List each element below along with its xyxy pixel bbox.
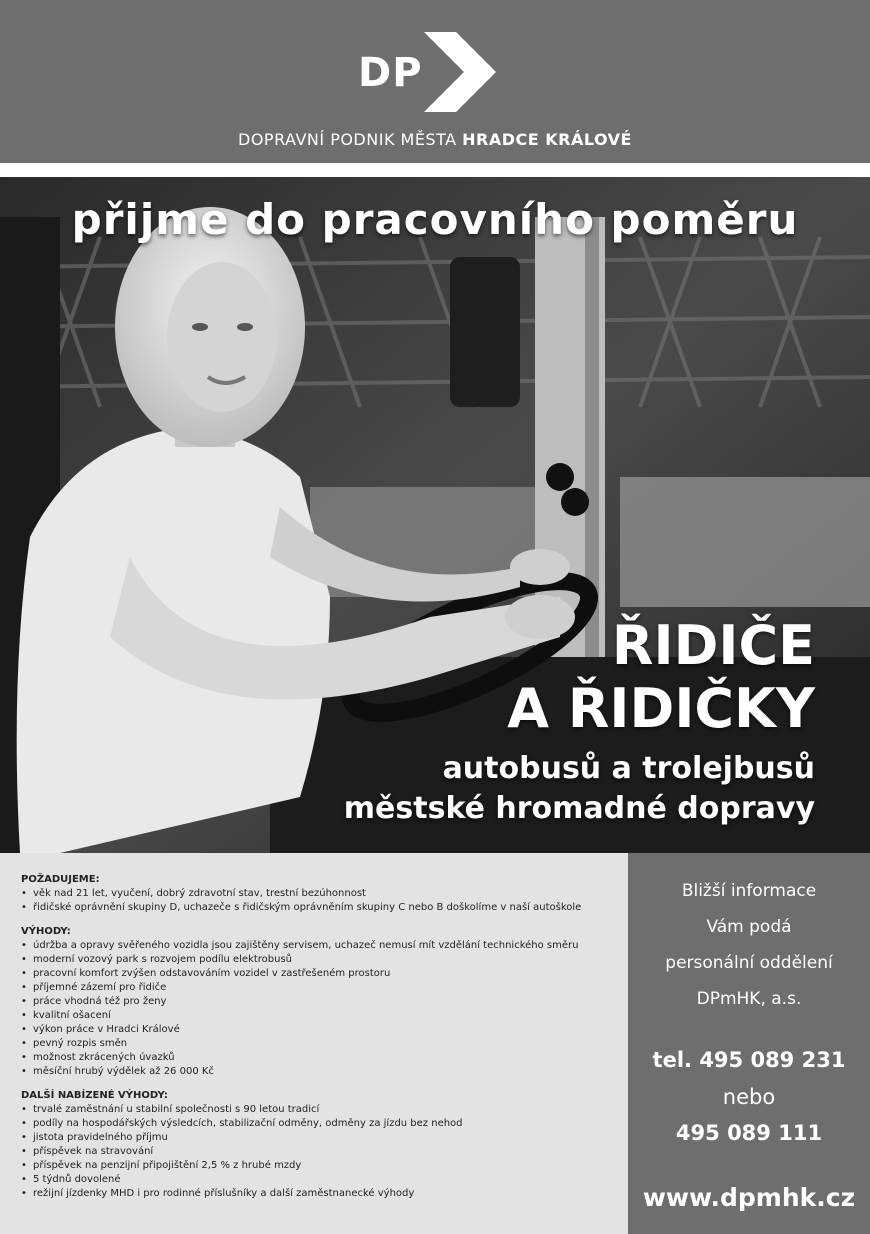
- dp-logo: [358, 32, 493, 112]
- list-item: • věk nad 21 let, vyučení, dobrý zdravotní stav, trestní bezúhonnost: [21, 887, 621, 901]
- website-link[interactable]: www.dpmhk.cz: [642, 1183, 856, 1212]
- company-prefix: DOPRAVNÍ PODNIK MĚSTA: [238, 130, 463, 149]
- requirements-panel: [0, 853, 628, 1234]
- list-item: • trvalé zaměstnání u stabilní společnosti s 90 letou tradicí: [21, 1103, 621, 1117]
- benefits-section: [21, 925, 621, 1079]
- header-divider: [0, 163, 870, 177]
- other-benefits-title: DALŠÍ NABÍZENÉ VÝHODY:: [21, 1090, 168, 1101]
- benefits-title: VÝHODY:: [21, 926, 71, 937]
- hero-photo: [0, 177, 870, 853]
- contact-line: personální oddělení: [665, 953, 833, 973]
- list-item: • řidičské oprávnění skupiny D, uchazeče s řidičským oprávněním skupiny C nebo B doškolíme v naší autoškole: [21, 901, 621, 915]
- list-item: • pracovní komfort zvýšen odstavováním vozidel v zastřešeném prostoru: [21, 967, 621, 981]
- list-item: • režijní jízdenky MHD i pro rodinné příslušníky a další zaměstnanecké výhody: [21, 1187, 621, 1201]
- phone-number[interactable]: tel. 495 089 231: [652, 1048, 846, 1072]
- chevron-arrow-icon: [406, 32, 496, 112]
- list-item: • příjemné zázemí pro řidiče: [21, 981, 621, 995]
- position-line-2: A ŘIDIČKY: [507, 677, 815, 740]
- company-name: [0, 130, 870, 149]
- headline: přijme do pracovního poměru: [71, 195, 799, 244]
- list-item: • podíly na hospodářských výsledcích, stabilizační odměny, odměny za jízdu bez nehod: [21, 1117, 621, 1131]
- logo-text: DP: [358, 50, 423, 96]
- list-item: • údržba a opravy svěřeného vozidla jsou zajištěny servisem, uchazeč nemusí mít vzdělání technického směru: [21, 939, 621, 953]
- list-item: • měsíční hrubý výdělek až 26 000 Kč: [21, 1065, 621, 1079]
- list-item: • moderní vozový park s rozvojem podílu elektrobusů: [21, 953, 621, 967]
- or-text: nebo: [722, 1085, 776, 1109]
- list-item: • 5 týdnů dovolené: [21, 1173, 621, 1187]
- phone-number-2[interactable]: 495 089 111: [675, 1121, 823, 1145]
- header: [0, 0, 870, 163]
- other-benefits-section: [21, 1089, 621, 1201]
- subtitle-line-2: městské hromadné dopravy: [343, 791, 815, 826]
- contact-line: Vám podá: [706, 917, 792, 937]
- list-item: • kvalitní ošacení: [21, 1009, 621, 1023]
- list-item: • příspěvek na stravování: [21, 1145, 621, 1159]
- list-item: • práce vhodná též pro ženy: [21, 995, 621, 1009]
- requirements-section: [21, 873, 621, 915]
- list-item: • jistota pravidelného příjmu: [21, 1131, 621, 1145]
- company-city: HRADCE KRÁLOVÉ: [462, 130, 632, 149]
- contact-line: Bližší informace: [681, 881, 817, 901]
- list-item: • výkon práce v Hradci Králové: [21, 1023, 621, 1037]
- list-item: • možnost zkrácených úvazků: [21, 1051, 621, 1065]
- list-item: • příspěvek na penzijní připojištění 2,5 % z hrubé mzdy: [21, 1159, 621, 1173]
- subtitle-line-1: autobusů a trolejbusů: [442, 751, 815, 786]
- contact-line: DPmHK, a.s.: [696, 989, 802, 1009]
- position-line-1: ŘIDIČE: [611, 614, 815, 677]
- requirements-title: POŽADUJEME:: [21, 874, 100, 885]
- contact-panel: [628, 853, 870, 1234]
- list-item: • pevný rozpis směn: [21, 1037, 621, 1051]
